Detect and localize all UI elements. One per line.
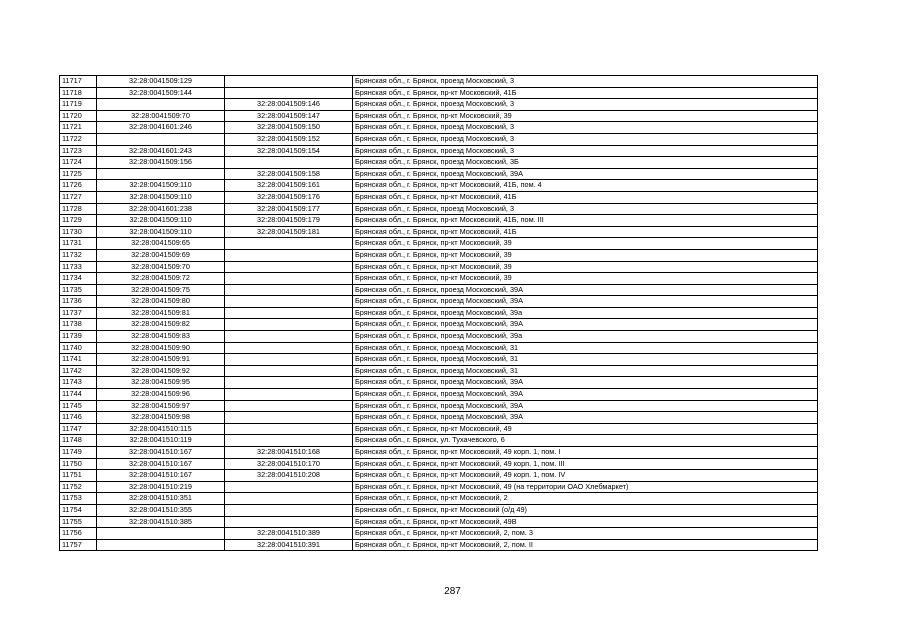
address-cell: Брянская обл., г. Брянск, пр-кт Московский, 49 корп. 1, пом. I — [353, 447, 818, 459]
cadastral-number-cell: 32:28:0041509:91 — [97, 354, 225, 366]
cadastral-number-cell: 32:28:0041509:97 — [97, 400, 225, 412]
row-number-cell: 11725 — [60, 168, 97, 180]
related-cadastral-number-cell — [225, 435, 353, 447]
cadastral-number-cell: 32:28:0041509:80 — [97, 296, 225, 308]
cadastral-number-cell — [97, 539, 225, 551]
cadastral-number-cell: 32:28:0041510:167 — [97, 447, 225, 459]
cadastral-number-cell — [97, 99, 225, 111]
related-cadastral-number-cell — [225, 504, 353, 516]
row-number-cell: 11742 — [60, 365, 97, 377]
row-number-cell: 11746 — [60, 412, 97, 424]
table-row — [60, 261, 818, 273]
table-row — [60, 458, 818, 470]
row-number-cell: 11748 — [60, 435, 97, 447]
address-cell: Брянская обл., г. Брянск, проезд Московский, 3 — [353, 145, 818, 157]
row-number-cell: 11756 — [60, 528, 97, 540]
cadastral-number-cell: 32:28:0041510:167 — [97, 458, 225, 470]
address-cell: Брянская обл., г. Брянск, пр-кт Московский, 41Б — [353, 87, 818, 99]
cadastral-number-cell: 32:28:0041509:110 — [97, 215, 225, 227]
row-number-cell: 11733 — [60, 261, 97, 273]
cadastral-number-cell — [97, 133, 225, 145]
cadastral-number-cell — [97, 168, 225, 180]
table-row — [60, 481, 818, 493]
row-number-cell: 11739 — [60, 331, 97, 343]
address-cell: Брянская обл., г. Брянск, пр-кт Московский, 39 — [353, 249, 818, 261]
row-number-cell: 11736 — [60, 296, 97, 308]
address-cell: Брянская обл., г. Брянск, проезд Московский, 39А — [353, 412, 818, 424]
related-cadastral-number-cell: 32:28:0041510:208 — [225, 470, 353, 482]
table-row — [60, 389, 818, 401]
address-cell: Брянская обл., г. Брянск, проезд Московский, 3 — [353, 133, 818, 145]
related-cadastral-number-cell — [225, 481, 353, 493]
registry-table — [59, 75, 818, 551]
address-cell: Брянская обл., г. Брянск, пр-кт Московский, 41Б — [353, 226, 818, 238]
address-cell: Брянская обл., г. Брянск, пр-кт Московский, 49 (на территории ОАО Хлебмаркет) — [353, 481, 818, 493]
table-row — [60, 412, 818, 424]
row-number-cell: 11757 — [60, 539, 97, 551]
row-number-cell: 11743 — [60, 377, 97, 389]
address-cell: Брянская обл., г. Брянск, проезд Московский, 39а — [353, 331, 818, 343]
row-number-cell: 11727 — [60, 191, 97, 203]
cadastral-number-cell: 32:28:0041509:75 — [97, 284, 225, 296]
related-cadastral-number-cell — [225, 296, 353, 308]
row-number-cell: 11717 — [60, 76, 97, 88]
table-row — [60, 423, 818, 435]
row-number-cell: 11726 — [60, 180, 97, 192]
related-cadastral-number-cell — [225, 76, 353, 88]
table-row — [60, 447, 818, 459]
address-cell: Брянская обл., г. Брянск, проезд Московский, 39А — [353, 296, 818, 308]
related-cadastral-number-cell — [225, 319, 353, 331]
table-row — [60, 76, 818, 88]
row-number-cell: 11751 — [60, 470, 97, 482]
related-cadastral-number-cell — [225, 273, 353, 285]
row-number-cell: 11723 — [60, 145, 97, 157]
cadastral-number-cell: 32:28:0041509:96 — [97, 389, 225, 401]
table-row — [60, 180, 818, 192]
related-cadastral-number-cell — [225, 261, 353, 273]
table-row — [60, 354, 818, 366]
table-row — [60, 516, 818, 528]
table-row — [60, 504, 818, 516]
cadastral-number-cell: 32:28:0041509:95 — [97, 377, 225, 389]
row-number-cell: 11737 — [60, 307, 97, 319]
table-row — [60, 157, 818, 169]
cadastral-number-cell: 32:28:0041509:81 — [97, 307, 225, 319]
cadastral-number-cell: 32:28:0041509:110 — [97, 226, 225, 238]
cadastral-number-cell: 32:28:0041509:83 — [97, 331, 225, 343]
related-cadastral-number-cell — [225, 400, 353, 412]
related-cadastral-number-cell: 32:28:0041510:170 — [225, 458, 353, 470]
related-cadastral-number-cell — [225, 377, 353, 389]
cadastral-number-cell: 32:28:0041509:98 — [97, 412, 225, 424]
table-row — [60, 191, 818, 203]
cadastral-number-cell: 32:28:0041510:351 — [97, 493, 225, 505]
cadastral-number-cell: 32:28:0041509:156 — [97, 157, 225, 169]
table-row — [60, 400, 818, 412]
cadastral-number-cell: 32:28:0041510:167 — [97, 470, 225, 482]
address-cell: Брянская обл., г. Брянск, ул. Тухачевского, 6 — [353, 435, 818, 447]
address-cell: Брянская обл., г. Брянск, проезд Московский, 31 — [353, 365, 818, 377]
related-cadastral-number-cell — [225, 157, 353, 169]
cadastral-number-cell: 32:28:0041509:129 — [97, 76, 225, 88]
table-row — [60, 539, 818, 551]
related-cadastral-number-cell — [225, 423, 353, 435]
address-cell: Брянская обл., г. Брянск, пр-кт Московский (о/д 49) — [353, 504, 818, 516]
table-row — [60, 435, 818, 447]
address-cell: Брянская обл., г. Брянск, проезд Московский, 39а — [353, 307, 818, 319]
row-number-cell: 11747 — [60, 423, 97, 435]
related-cadastral-number-cell: 32:28:0041509:146 — [225, 99, 353, 111]
address-cell: Брянская обл., г. Брянск, проезд Московский, 3 — [353, 76, 818, 88]
related-cadastral-number-cell — [225, 249, 353, 261]
row-number-cell: 11724 — [60, 157, 97, 169]
row-number-cell: 11720 — [60, 110, 97, 122]
row-number-cell: 11735 — [60, 284, 97, 296]
table-row — [60, 249, 818, 261]
address-cell: Брянская обл., г. Брянск, проезд Московский, 3 — [353, 203, 818, 215]
row-number-cell: 11728 — [60, 203, 97, 215]
address-cell: Брянская обл., г. Брянск, проезд Московский, 3 — [353, 122, 818, 134]
table-row — [60, 122, 818, 134]
cadastral-number-cell: 32:28:0041509:110 — [97, 191, 225, 203]
related-cadastral-number-cell — [225, 516, 353, 528]
row-number-cell: 11718 — [60, 87, 97, 99]
address-cell: Брянская обл., г. Брянск, проезд Московский, 3Б — [353, 157, 818, 169]
cadastral-number-cell: 32:28:0041509:70 — [97, 110, 225, 122]
related-cadastral-number-cell — [225, 342, 353, 354]
row-number-cell: 11734 — [60, 273, 97, 285]
cadastral-number-cell: 32:28:0041509:65 — [97, 238, 225, 250]
related-cadastral-number-cell — [225, 331, 353, 343]
table-row — [60, 238, 818, 250]
row-number-cell: 11744 — [60, 389, 97, 401]
related-cadastral-number-cell: 32:28:0041509:161 — [225, 180, 353, 192]
related-cadastral-number-cell: 32:28:0041509:176 — [225, 191, 353, 203]
table-row — [60, 99, 818, 111]
address-cell: Брянская обл., г. Брянск, пр-кт Московский, 39 — [353, 273, 818, 285]
address-cell: Брянская обл., г. Брянск, проезд Московский, 39А — [353, 284, 818, 296]
related-cadastral-number-cell: 32:28:0041509:154 — [225, 145, 353, 157]
address-cell: Брянская обл., г. Брянск, проезд Московский, 39А — [353, 377, 818, 389]
row-number-cell: 11729 — [60, 215, 97, 227]
related-cadastral-number-cell: 32:28:0041509:181 — [225, 226, 353, 238]
cadastral-number-cell: 32:28:0041601:243 — [97, 145, 225, 157]
row-number-cell: 11753 — [60, 493, 97, 505]
address-cell: Брянская обл., г. Брянск, пр-кт Московский, 39 — [353, 238, 818, 250]
address-cell: Брянская обл., г. Брянск, пр-кт Московский, 39 — [353, 110, 818, 122]
address-cell: Брянская обл., г. Брянск, пр-кт Московский, 2, пом. 3 — [353, 528, 818, 540]
table-row — [60, 284, 818, 296]
cadastral-number-cell: 32:28:0041509:82 — [97, 319, 225, 331]
address-cell: Брянская обл., г. Брянск, пр-кт Московский, 41Б, пом. III — [353, 215, 818, 227]
table-row — [60, 87, 818, 99]
address-cell: Брянская обл., г. Брянск, пр-кт Московский, 2 — [353, 493, 818, 505]
row-number-cell: 11721 — [60, 122, 97, 134]
address-cell: Брянская обл., г. Брянск, пр-кт Московский, 41Б — [353, 191, 818, 203]
related-cadastral-number-cell: 32:28:0041509:177 — [225, 203, 353, 215]
table-row — [60, 377, 818, 389]
address-cell: Брянская обл., г. Брянск, пр-кт Московский, 49 корп. 1, пом. IV — [353, 470, 818, 482]
row-number-cell: 11731 — [60, 238, 97, 250]
row-number-cell: 11722 — [60, 133, 97, 145]
address-cell: Брянская обл., г. Брянск, проезд Московский, 39А — [353, 400, 818, 412]
related-cadastral-number-cell: 32:28:0041510:391 — [225, 539, 353, 551]
table-row — [60, 273, 818, 285]
row-number-cell: 11754 — [60, 504, 97, 516]
address-cell: Брянская обл., г. Брянск, пр-кт Московский, 39 — [353, 261, 818, 273]
table-row — [60, 226, 818, 238]
related-cadastral-number-cell — [225, 354, 353, 366]
table-row — [60, 331, 818, 343]
row-number-cell: 11740 — [60, 342, 97, 354]
related-cadastral-number-cell — [225, 307, 353, 319]
address-cell: Брянская обл., г. Брянск, проезд Московский, 39А — [353, 389, 818, 401]
address-cell: Брянская обл., г. Брянск, пр-кт Московский, 49 корп. 1, пом. III — [353, 458, 818, 470]
table-row — [60, 470, 818, 482]
cadastral-number-cell: 32:28:0041509:144 — [97, 87, 225, 99]
cadastral-number-cell: 32:28:0041509:72 — [97, 273, 225, 285]
related-cadastral-number-cell — [225, 87, 353, 99]
table-row — [60, 110, 818, 122]
related-cadastral-number-cell: 32:28:0041509:152 — [225, 133, 353, 145]
registry-table-body — [60, 76, 818, 551]
address-cell: Брянская обл., г. Брянск, пр-кт Московский, 41Б, пом. 4 — [353, 180, 818, 192]
related-cadastral-number-cell — [225, 412, 353, 424]
cadastral-number-cell: 32:28:0041510:355 — [97, 504, 225, 516]
cadastral-number-cell: 32:28:0041509:90 — [97, 342, 225, 354]
related-cadastral-number-cell — [225, 238, 353, 250]
cadastral-number-cell — [97, 528, 225, 540]
cadastral-number-cell: 32:28:0041601:246 — [97, 122, 225, 134]
row-number-cell: 11732 — [60, 249, 97, 261]
table-row — [60, 319, 818, 331]
table-row — [60, 215, 818, 227]
related-cadastral-number-cell: 32:28:0041509:150 — [225, 122, 353, 134]
table-row — [60, 203, 818, 215]
related-cadastral-number-cell — [225, 389, 353, 401]
address-cell: Брянская обл., г. Брянск, пр-кт Московский, 2, пом. II — [353, 539, 818, 551]
related-cadastral-number-cell: 32:28:0041510:389 — [225, 528, 353, 540]
cadastral-number-cell: 32:28:0041510:115 — [97, 423, 225, 435]
cadastral-number-cell: 32:28:0041510:219 — [97, 481, 225, 493]
cadastral-number-cell: 32:28:0041510:119 — [97, 435, 225, 447]
table-row — [60, 528, 818, 540]
row-number-cell: 11745 — [60, 400, 97, 412]
table-row — [60, 342, 818, 354]
address-cell: Брянская обл., г. Брянск, проезд Московский, 31 — [353, 354, 818, 366]
cadastral-number-cell: 32:28:0041509:92 — [97, 365, 225, 377]
address-cell: Брянская обл., г. Брянск, пр-кт Московский, 49 — [353, 423, 818, 435]
row-number-cell: 11750 — [60, 458, 97, 470]
address-cell: Брянская обл., г. Брянск, пр-кт Московский, 49В — [353, 516, 818, 528]
row-number-cell: 11730 — [60, 226, 97, 238]
related-cadastral-number-cell — [225, 493, 353, 505]
row-number-cell: 11719 — [60, 99, 97, 111]
table-row — [60, 133, 818, 145]
related-cadastral-number-cell — [225, 284, 353, 296]
table-row — [60, 168, 818, 180]
table-row — [60, 307, 818, 319]
row-number-cell: 11755 — [60, 516, 97, 528]
related-cadastral-number-cell: 32:28:0041509:158 — [225, 168, 353, 180]
address-cell: Брянская обл., г. Брянск, проезд Московский, 39А — [353, 319, 818, 331]
cadastral-number-cell: 32:28:0041509:70 — [97, 261, 225, 273]
row-number-cell: 11752 — [60, 481, 97, 493]
table-row — [60, 365, 818, 377]
related-cadastral-number-cell: 32:28:0041510:168 — [225, 447, 353, 459]
table-row — [60, 296, 818, 308]
related-cadastral-number-cell — [225, 365, 353, 377]
related-cadastral-number-cell: 32:28:0041509:179 — [225, 215, 353, 227]
cadastral-number-cell: 32:28:0041601:238 — [97, 203, 225, 215]
row-number-cell: 11741 — [60, 354, 97, 366]
row-number-cell: 11749 — [60, 447, 97, 459]
address-cell: Брянская обл., г. Брянск, проезд Московский, 39А — [353, 168, 818, 180]
related-cadastral-number-cell: 32:28:0041509:147 — [225, 110, 353, 122]
cadastral-number-cell: 32:28:0041510:385 — [97, 516, 225, 528]
table-row — [60, 493, 818, 505]
address-cell: Брянская обл., г. Брянск, проезд Московский, 3 — [353, 99, 818, 111]
row-number-cell: 11738 — [60, 319, 97, 331]
table-row — [60, 145, 818, 157]
page-number: 287 — [444, 586, 461, 597]
address-cell: Брянская обл., г. Брянск, проезд Московский, 31 — [353, 342, 818, 354]
cadastral-number-cell: 32:28:0041509:69 — [97, 249, 225, 261]
cadastral-number-cell: 32:28:0041509:110 — [97, 180, 225, 192]
